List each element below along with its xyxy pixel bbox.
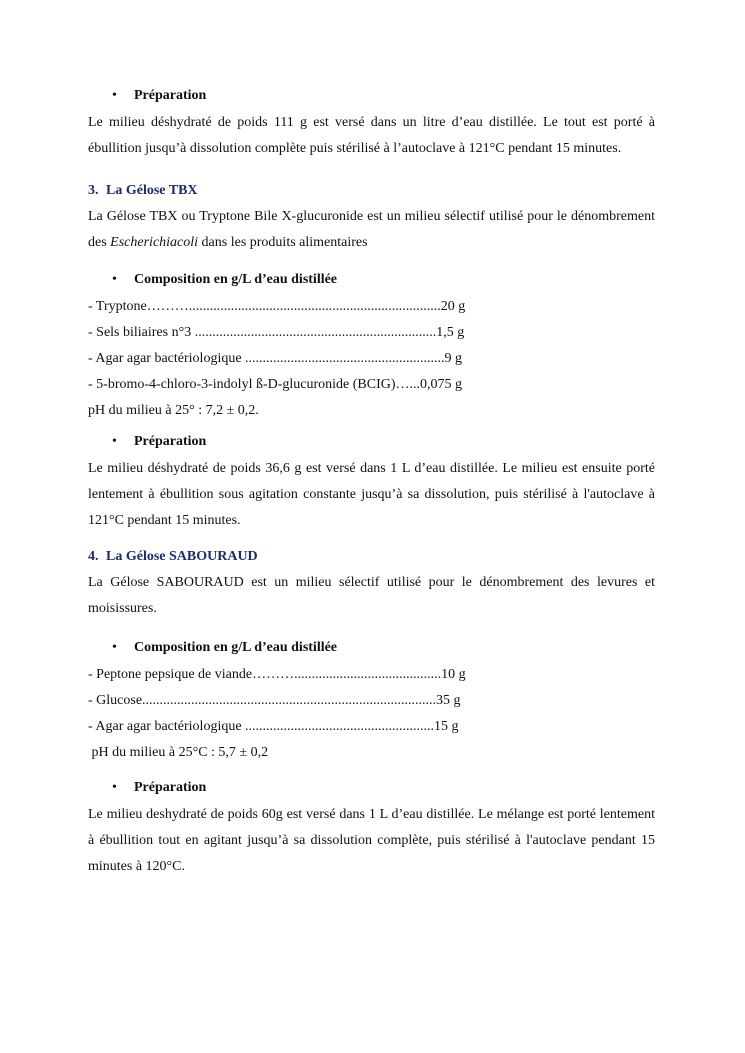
component-line: - Tryptone………........................................................................20 g [88,299,466,314]
preparation-text-sabouraud: Le milieu deshydraté de poids 60g est versé dans 1 L d’eau distillée. Le mélange est porté lentement à ébullition tout en agitant jusqu’à sa dissolution complète, puis stérilisé à l'autoclave pendant 15 minutes à 120°C. [88,807,655,874]
component-line: - Sels biliaires n°3 .....................................................................1,5 g [88,325,465,340]
section-3-intro [88,204,655,256]
component-line: - Agar agar bactériologique ......................................................15 g [88,719,459,734]
section-4-intro: La Gélose SABOURAUD est un milieu sélectif utilisé pour le dénombrement des levures et moisissures. [88,575,655,616]
preparation-heading-sabouraud: • Préparation [88,778,655,802]
section-3-number: 3. [88,183,99,198]
preparation-heading-tbx: • Préparation [88,432,655,456]
section-4-number: 4. [88,549,99,564]
preparation-heading-prev: • Préparation [88,86,655,110]
section-4-heading [88,544,655,570]
preparation-text-tbx: Le milieu déshydraté de poids 36,6 g est versé dans 1 L d’eau distillée. Le milieu est ensuite porté lentement à ébullition sous agitation constante jusqu’à sa dissolution, puis stérilisé à l'autoclave à 121°C pendant 15 minutes. [88,461,655,528]
organism-name: Escherichiacoli [110,235,199,250]
component-line: - Glucose....................................................................................35 g [88,693,461,708]
section-4-title: La Gélose SABOURAUD [106,549,258,564]
composition-heading-sabouraud: • Composition en g/L d’eau distillée [88,638,655,662]
preparation-text-prev: Le milieu déshydraté de poids 111 g est versé dans un litre d’eau distillée. Le tout est porté à ébullition jusqu’à dissolution complète puis stérilisé à l’autoclave à 121°C pendant 15 minutes. [88,115,655,156]
composition-heading-tbx: • Composition en g/L d’eau distillée [88,270,655,294]
component-line: - 5-bromo-4-chloro-3-indolyl ß-D-glucuronide (BCIG)…...0,075 g [88,377,463,392]
component-line: - Peptone pepsique de viande………..........................................10 g [88,667,466,682]
document-page [88,86,655,880]
ph-line-tbx: pH du milieu à 25° : 7,2 ± 0,2. [88,403,259,418]
ph-line-sabouraud: pH du milieu à 25°C : 5,7 ± 0,2 [88,745,269,760]
section-3-heading [88,178,655,204]
component-line: - Agar agar bactériologique .........................................................9 g [88,351,463,366]
intro-text: La Gélose TBX ou Tryptone Bile X-glucuronide est un milieu sélectif utilisé pour le dénombrement des [88,209,655,250]
intro-text-end: dans les produits alimentaires [198,235,368,250]
section-3-title: La Gélose TBX [106,183,198,198]
